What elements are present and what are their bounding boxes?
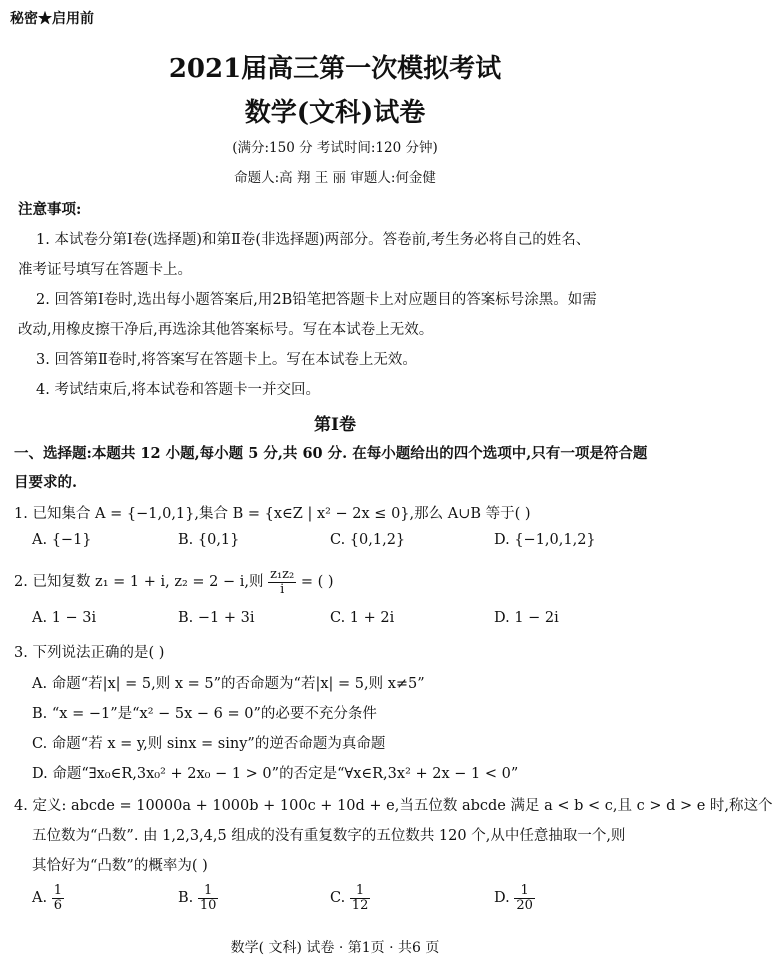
question-4-option-d: [494, 884, 535, 912]
question-2-stem: [14, 568, 334, 596]
fraction-denominator: 10: [199, 897, 217, 913]
question-4-line: 五位数为“凸数”. 由 1,2,3,4,5 组成的没有重复数字的五位数共 120 个,从中任意抽取一个,则: [32, 828, 626, 844]
question-1-option-c: C. {0,1,2}: [330, 532, 406, 548]
section-instruction: 目要求的.: [14, 474, 78, 491]
question-3-option-c: C. 命题“若 x = y,则 sinx = siny”的逆否命题为真命题: [32, 736, 386, 752]
question-3-stem: 3. 下列说法正确的是( ): [14, 645, 165, 661]
fraction-denominator: i: [280, 581, 285, 597]
fraction-numerator: 1: [350, 884, 371, 899]
fraction-denominator: 6: [53, 897, 62, 913]
question-2-option-a: A. 1 − 3i: [32, 610, 97, 626]
notice-item: 3. 回答第Ⅱ卷时,将答案写在答题卡上。写在本试卷上无效。: [36, 352, 417, 368]
option-label: B.: [178, 890, 194, 907]
option-fraction: [198, 884, 219, 912]
notice-item: 4. 考试结束后,将本试卷和答题卡一并交回。: [36, 382, 321, 398]
question-4-option-c: [330, 884, 370, 912]
question-2-fraction: [268, 568, 296, 596]
exam-title: 2021届高三第一次模拟考试: [168, 54, 502, 84]
fraction-denominator: 12: [351, 897, 369, 913]
option-fraction: [52, 884, 64, 912]
fraction-numerator: 1: [514, 884, 535, 899]
question-1-stem: 1. 已知集合 A = {−1,0,1},集合 B = {x∈Z | x² − 2x ≤ 0},那么 A∪B 等于( ): [14, 506, 531, 522]
fraction-numerator: z₁z₂: [270, 567, 295, 582]
question-1-option-d: D. {−1,0,1,2}: [494, 532, 596, 548]
confidential-label: 秘密★启用前: [10, 11, 94, 27]
option-label: A.: [32, 890, 48, 907]
question-1-option-b: B. {0,1}: [178, 532, 240, 548]
fraction-numerator: 1: [53, 883, 62, 898]
question-2-stem-post: = ( ): [300, 574, 334, 591]
question-3-option-a: A. 命题“若|x| = 5,则 x = 5”的否命题为“若|x| = 5,则 x≠5”: [32, 676, 425, 692]
question-4-option-a: [32, 884, 64, 912]
fraction-numerator: 1: [198, 884, 219, 899]
exam-subtitle: 数学(文科)试卷: [244, 98, 426, 128]
notice-item: 准考证号填写在答题卡上。: [18, 262, 192, 278]
question-2-option-b: B. −1 + 3i: [178, 610, 255, 626]
question-2-option-c: C. 1 + 2i: [330, 610, 395, 626]
fraction-denominator: 20: [516, 897, 533, 913]
option-fraction: [514, 884, 535, 912]
notice-item: 2. 回答第Ⅰ卷时,选出每小题答案后,用2B铅笔把答题卡上对应题目的答案标号涂黑。如需: [36, 292, 597, 308]
notice-heading: 注意事项:: [18, 201, 82, 218]
option-label: C.: [330, 890, 346, 907]
question-3-option-d: D. 命题“∃x₀∈R,3x₀² + 2x₀ − 1 > 0”的否定是“∀x∈R,3x² + 2x − 1 < 0”: [32, 766, 519, 782]
notice-item: 改动,用橡皮擦干净后,再选涂其他答案标号。写在本试卷上无效。: [18, 322, 434, 338]
page-footer: 数学( 文科) 试卷 · 第1页 · 共6 页: [230, 940, 440, 956]
option-label: D.: [494, 890, 510, 907]
notice-item: 1. 本试卷分第Ⅰ卷(选择题)和第Ⅱ卷(非选择题)两部分。答卷前,考生务必将自己的姓名、: [36, 232, 591, 248]
question-2-stem-pre: 2. 已知复数 z₁ = 1 + i, z₂ = 2 − i,则: [14, 574, 264, 591]
section-instruction: 一、选择题:本题共 12 小题,每小题 5 分,共 60 分. 在每小题给出的四个选项中,只有一项是符合题: [14, 445, 648, 462]
section-title: 第Ⅰ卷: [314, 415, 356, 435]
question-4-line: 4. 定义: abcde = 10000a + 1000b + 100c + 10d + e,当五位数 abcde 满足 a < b < c,且 c > d > e 时,称这个: [14, 798, 773, 814]
question-4-line: 其恰好为“凸数”的概率为( ): [32, 858, 208, 874]
question-1-option-a: A. {−1}: [32, 532, 92, 548]
question-3-option-b: B. “x = −1”是“x² − 5x − 6 = 0”的必要不充分条件: [32, 706, 377, 722]
exam-info: (满分:150 分 考试时间:120 分钟): [232, 140, 438, 156]
option-fraction: [350, 884, 371, 912]
question-2-option-d: D. 1 − 2i: [494, 610, 559, 626]
exam-authors: 命题人:高 翔 王 丽 审题人:何金健: [234, 170, 436, 186]
question-4-option-b: [178, 884, 218, 912]
